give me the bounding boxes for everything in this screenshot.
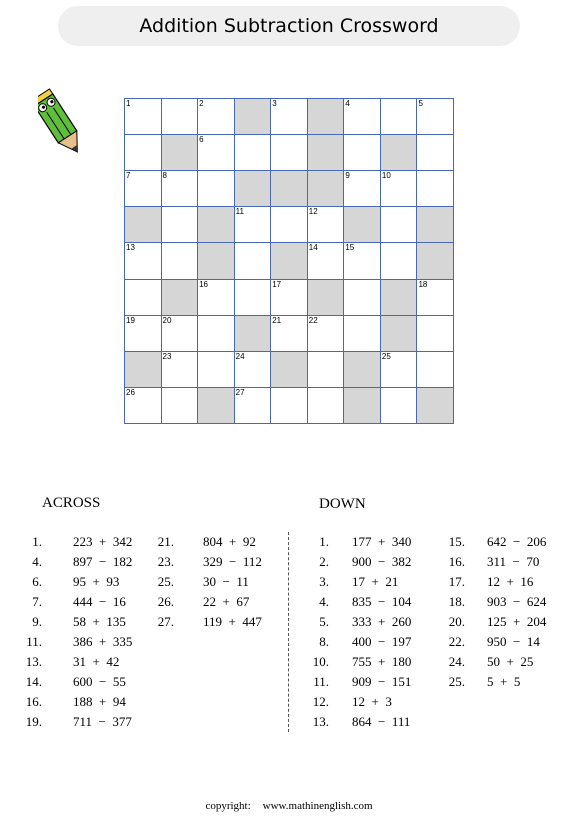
grid-cell[interactable] xyxy=(198,316,235,352)
grid-cell[interactable] xyxy=(381,352,418,388)
grid-cell[interactable] xyxy=(235,388,272,424)
clue-expression: 897 − 182 xyxy=(73,554,133,569)
grid-cell[interactable] xyxy=(235,243,272,279)
cell-number: 13 xyxy=(126,243,135,253)
grid-cell[interactable] xyxy=(198,99,235,135)
clue-expression: 711 − 377 xyxy=(73,714,132,729)
grid-block-cell xyxy=(198,243,235,279)
clue-expression: 95 + 93 xyxy=(73,574,120,589)
clue-number: 23. xyxy=(157,554,174,569)
grid-block-cell xyxy=(417,388,454,424)
cell-number: 2 xyxy=(199,99,204,108)
footer xyxy=(0,800,578,812)
clue-number: 24. xyxy=(448,654,465,669)
clue-number: 14. xyxy=(25,674,42,689)
clue-number: 11. xyxy=(26,634,42,649)
column-divider xyxy=(288,532,289,732)
cell-number: 17 xyxy=(272,279,282,289)
grid-cell[interactable] xyxy=(417,135,454,171)
clue-number: 5. xyxy=(319,614,329,629)
clue-number: 4. xyxy=(32,554,42,569)
clue-expression: 864 − 111 xyxy=(352,714,411,729)
clue-number: 10. xyxy=(312,654,329,669)
grid-cell[interactable] xyxy=(125,135,162,171)
cell-number: 27 xyxy=(235,387,245,397)
cell-number: 19 xyxy=(126,315,135,325)
grid-block-cell xyxy=(271,352,308,388)
clue-expression: 119 + 447 xyxy=(203,614,262,629)
grid-cell[interactable] xyxy=(417,352,454,388)
grid-cell[interactable] xyxy=(125,171,162,207)
grid-cell[interactable] xyxy=(381,171,418,207)
cell-number: 24 xyxy=(235,351,245,361)
cell-number: 3 xyxy=(272,99,277,108)
clue-expression: 444 − 16 xyxy=(73,594,126,609)
clue-expression: 642 − 206 xyxy=(487,534,547,549)
clue-number: 20. xyxy=(448,614,465,629)
grid-cell[interactable] xyxy=(381,99,418,135)
grid-block-cell xyxy=(271,171,308,207)
grid-block-cell xyxy=(162,135,199,171)
clue-number: 1. xyxy=(32,534,42,549)
grid-cell[interactable] xyxy=(162,171,199,207)
grid-cell[interactable] xyxy=(235,135,272,171)
grid-block-cell xyxy=(417,243,454,279)
clue-expression: 311 − 70 xyxy=(487,554,540,569)
clue-expression: 223 + 342 xyxy=(73,534,133,549)
grid-cell[interactable] xyxy=(125,99,162,135)
grid-cell[interactable] xyxy=(344,99,381,135)
grid-block-cell xyxy=(235,171,272,207)
clue-expression: 333 + 260 xyxy=(352,614,412,629)
clue-expression: 400 − 197 xyxy=(352,634,412,649)
cell-number: 25 xyxy=(381,351,391,361)
cell-number: 14 xyxy=(308,243,318,253)
grid-cell[interactable] xyxy=(162,316,199,352)
pencil-mascot-icon xyxy=(38,84,94,162)
grid-cell[interactable] xyxy=(235,207,272,243)
clue-number: 9. xyxy=(32,614,42,629)
grid-cell[interactable] xyxy=(271,316,308,352)
grid-cell[interactable] xyxy=(198,135,235,171)
clue-expression: 177 + 340 xyxy=(352,534,412,549)
copyright-label: copyright: xyxy=(205,800,251,812)
cell-number: 8 xyxy=(162,171,167,181)
grid-cell[interactable] xyxy=(125,388,162,424)
clue-number: 18. xyxy=(448,594,465,609)
grid-cell[interactable] xyxy=(125,280,162,316)
grid-block-cell xyxy=(381,280,418,316)
grid-cell[interactable] xyxy=(308,316,345,352)
grid-cell[interactable] xyxy=(308,388,345,424)
cell-number: 15 xyxy=(345,243,355,253)
cell-number: 16 xyxy=(199,279,209,289)
grid-block-cell xyxy=(308,135,345,171)
clue-expression: 329 − 112 xyxy=(203,554,262,569)
clue-number: 11. xyxy=(313,674,329,689)
cell-number: 6 xyxy=(199,135,204,145)
clue-expression: 22 + 67 xyxy=(203,594,250,609)
grid-block-cell xyxy=(344,207,381,243)
grid-cell[interactable] xyxy=(417,171,454,207)
clue-number: 6. xyxy=(32,574,42,589)
grid-cell[interactable] xyxy=(271,99,308,135)
grid-block-cell xyxy=(381,135,418,171)
cell-number: 20 xyxy=(162,315,172,325)
clue-expression: 755 + 180 xyxy=(352,654,412,669)
grid-cell[interactable] xyxy=(235,280,272,316)
clue-number: 13. xyxy=(312,714,329,729)
grid-block-cell xyxy=(271,243,308,279)
grid-cell[interactable] xyxy=(344,316,381,352)
grid-cell[interactable] xyxy=(162,352,199,388)
grid-block-cell xyxy=(308,99,345,135)
clue-number: 27. xyxy=(157,614,174,629)
clue-number: 19. xyxy=(25,714,42,729)
clue-expression: 12 + 3 xyxy=(352,694,392,709)
clue-number: 2. xyxy=(319,554,329,569)
grid-block-cell xyxy=(198,207,235,243)
cell-number: 12 xyxy=(308,207,318,217)
clue-expression: 5 + 5 xyxy=(487,674,521,689)
clue-expression: 386 + 335 xyxy=(73,634,133,649)
clue-number: 26. xyxy=(157,594,174,609)
clue-number: 8. xyxy=(319,634,329,649)
clue-number: 22. xyxy=(448,634,465,649)
clue-expression: 58 + 135 xyxy=(73,614,126,629)
grid-cell[interactable] xyxy=(308,243,345,279)
cell-number: 5 xyxy=(418,99,423,108)
cell-number: 9 xyxy=(345,171,350,181)
grid-block-cell xyxy=(235,99,272,135)
clue-number: 16. xyxy=(25,694,42,709)
clue-expression: 17 + 21 xyxy=(352,574,399,589)
clue-expression: 31 + 42 xyxy=(73,654,120,669)
crossword-grid xyxy=(124,98,454,424)
copyright-site: www.mathinenglish.com xyxy=(262,800,373,812)
clue-number: 12. xyxy=(312,694,329,709)
grid-block-cell xyxy=(235,316,272,352)
clue-expression: 12 + 16 xyxy=(487,574,534,589)
title-bar xyxy=(58,6,520,46)
grid-cell[interactable] xyxy=(125,243,162,279)
grid-cell[interactable] xyxy=(381,207,418,243)
clue-expression: 30 − 11 xyxy=(203,574,249,589)
grid-cell[interactable] xyxy=(344,243,381,279)
clue-expression: 835 − 104 xyxy=(352,594,412,609)
page-title: Addition Subtraction Crossword xyxy=(139,15,439,37)
grid-cell[interactable] xyxy=(308,352,345,388)
cell-number: 1 xyxy=(126,99,131,108)
clue-number: 1. xyxy=(319,534,329,549)
grid-block-cell xyxy=(125,352,162,388)
grid-cell[interactable] xyxy=(417,316,454,352)
clue-number: 13. xyxy=(25,654,42,669)
grid-cell[interactable] xyxy=(162,99,199,135)
clue-number: 3. xyxy=(319,574,329,589)
across-heading: ACROSS xyxy=(42,495,101,511)
down-heading: DOWN xyxy=(319,496,366,512)
grid-cell[interactable] xyxy=(162,207,199,243)
grid-block-cell xyxy=(198,388,235,424)
grid-cell[interactable] xyxy=(308,207,345,243)
grid-cell[interactable] xyxy=(271,207,308,243)
grid-block-cell xyxy=(344,388,381,424)
clue-number: 16. xyxy=(448,554,465,569)
grid-cell[interactable] xyxy=(417,99,454,135)
clue-number: 25. xyxy=(157,574,174,589)
grid-block-cell xyxy=(381,316,418,352)
cell-number: 18 xyxy=(418,279,428,289)
grid-cell[interactable] xyxy=(344,280,381,316)
cell-number: 4 xyxy=(345,99,350,108)
grid-cell[interactable] xyxy=(198,352,235,388)
clue-number: 17. xyxy=(448,574,465,589)
clue-expression: 50 + 25 xyxy=(487,654,534,669)
cell-number: 7 xyxy=(126,171,131,181)
clue-expression: 903 − 624 xyxy=(487,594,547,609)
grid-cell[interactable] xyxy=(381,388,418,424)
clue-expression: 125 + 204 xyxy=(487,614,547,629)
grid-block-cell xyxy=(417,207,454,243)
grid-cell[interactable] xyxy=(235,352,272,388)
cell-number: 26 xyxy=(126,387,135,397)
clue-expression: 188 + 94 xyxy=(73,694,126,709)
cell-number: 10 xyxy=(381,171,391,181)
cell-number: 11 xyxy=(235,207,244,217)
clue-expression: 900 − 382 xyxy=(352,554,412,569)
clue-number: 25. xyxy=(448,674,465,689)
cell-number: 21 xyxy=(272,315,282,325)
clue-number: 4. xyxy=(319,594,329,609)
grid-cell[interactable] xyxy=(344,135,381,171)
grid-block-cell xyxy=(162,280,199,316)
cell-number: 22 xyxy=(308,315,318,325)
grid-cell[interactable] xyxy=(271,388,308,424)
clue-number: 15. xyxy=(448,534,465,549)
clue-expression: 909 − 151 xyxy=(352,674,412,689)
grid-cell[interactable] xyxy=(417,280,454,316)
grid-cell[interactable] xyxy=(271,280,308,316)
clue-number: 21. xyxy=(157,534,174,549)
grid-cell[interactable] xyxy=(344,171,381,207)
grid-cell[interactable] xyxy=(125,316,162,352)
grid-block-cell xyxy=(308,171,345,207)
clue-number: 7. xyxy=(32,594,42,609)
grid-block-cell xyxy=(308,280,345,316)
cell-number: 23 xyxy=(162,351,172,361)
clue-expression: 600 − 55 xyxy=(73,674,126,689)
clue-expression: 804 + 92 xyxy=(203,534,256,549)
grid-cell[interactable] xyxy=(162,388,199,424)
grid-cell[interactable] xyxy=(381,243,418,279)
grid-cell[interactable] xyxy=(198,280,235,316)
grid-cell[interactable] xyxy=(271,135,308,171)
grid-block-cell xyxy=(125,207,162,243)
clue-expression: 950 − 14 xyxy=(487,634,540,649)
grid-block-cell xyxy=(344,352,381,388)
grid-cell[interactable] xyxy=(162,243,199,279)
grid-cell[interactable] xyxy=(198,171,235,207)
